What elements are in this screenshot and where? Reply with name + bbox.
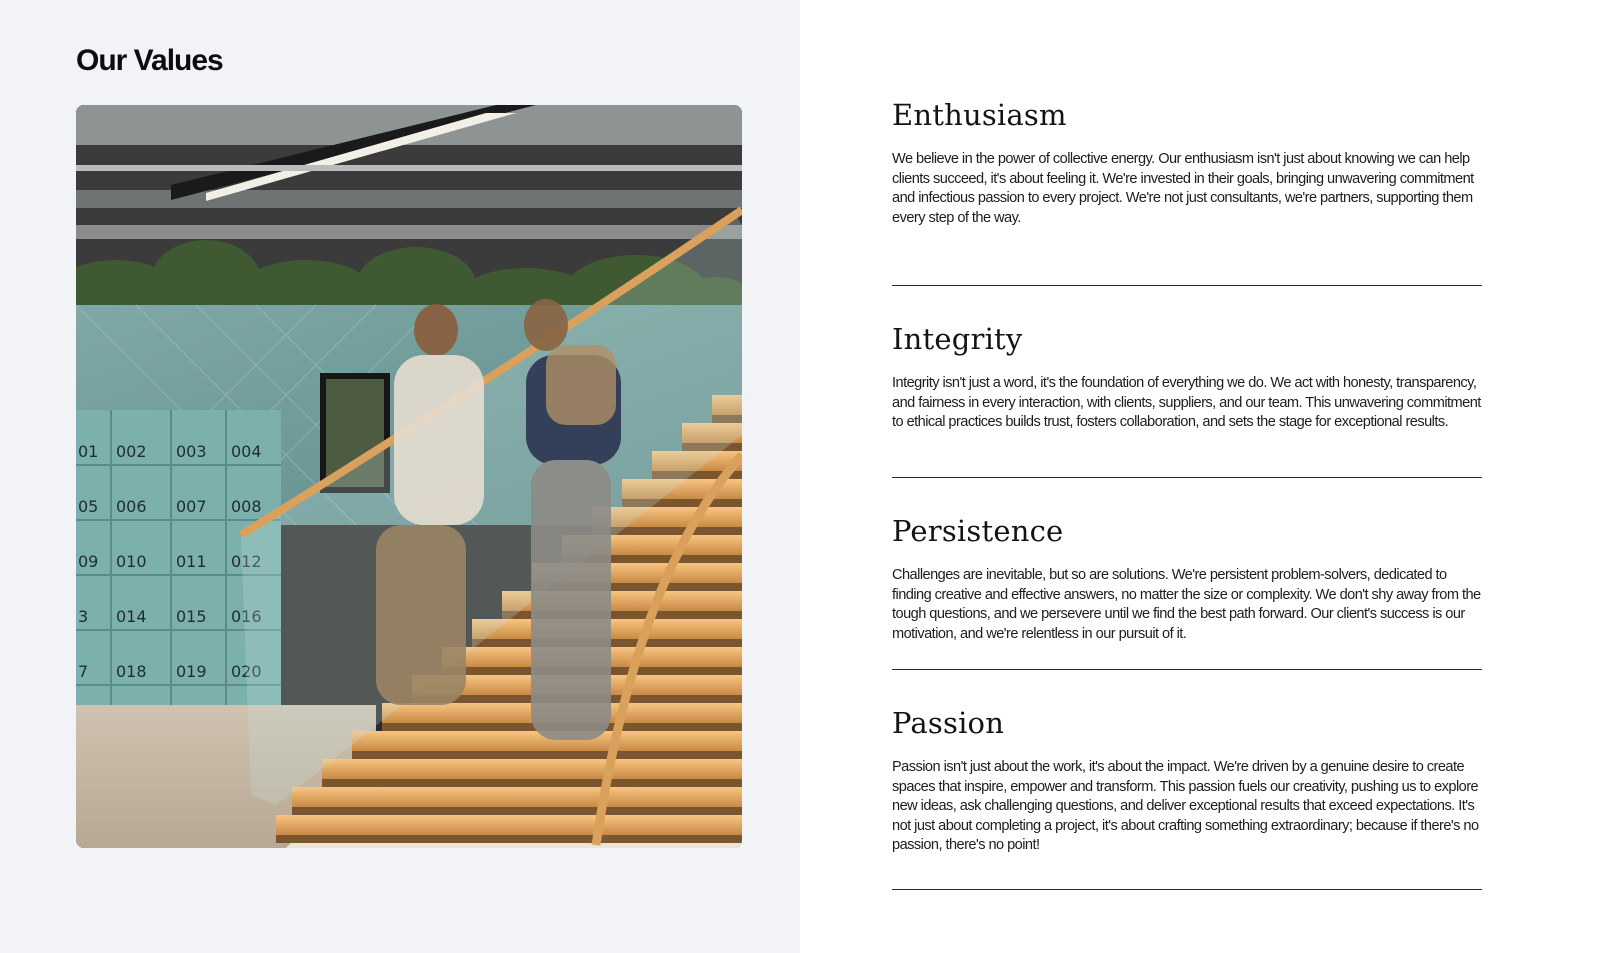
locker-number: 011 [176,552,207,571]
locker-number: 020 [231,662,262,681]
stair-edge [276,835,742,843]
stair-edge [322,779,742,787]
values-list [892,96,1482,890]
stair-edge [292,807,742,815]
page-title: Our Values [76,44,223,77]
locker-number: 006 [116,497,147,516]
value-title: Enthusiasm [892,98,1067,132]
locker-number: 014 [116,607,147,626]
value-title: Passion [892,706,1005,740]
stair-step [322,759,742,779]
value-title: Integrity [892,322,1023,356]
locker-number: 05 [78,497,99,516]
value-item-integrity [892,286,1482,478]
locker-number: 007 [176,497,207,516]
locker-number: 09 [78,552,99,571]
value-description: Passion isn't just about the work, it's about the impact. We're driven by a genuine desire to create spaces that inspire, empower and transform. This passion fuels our creativity, pushing us to explore new ideas, ask challenging questions, and deliver exceptional results that exceed expectations. It's not just about completing a project, it's about crafting something extraordinary; because if there's no passion, there's no point! [892,759,1479,853]
value-description: Challenges are inevitable, but so are solutions. We're persistent problem-solvers, dedicated to finding creative and effective answers, no matter the size or complexity. We don't shy away from the tough questions, and we persevere until we find the best path forward. Our client's success is our motivation, and we're relentless in our pursuit of it. [892,567,1481,642]
locker-number: 7 [78,662,89,681]
locker-number: 010 [116,552,147,571]
value-item-passion [892,670,1482,890]
locker-number: 008 [231,497,262,516]
locker-number: 004 [231,442,262,461]
locker-number: 01 [78,442,99,461]
locker-number: 012 [231,552,262,571]
stair-step [292,787,742,807]
value-description: Integrity isn't just a word, it's the foundation of everything we do. We act with honesty, transparency, and fairness in every interaction, with clients, suppliers, and our team. This unwavering commitment to ethical practices builds trust, fosters collaboration, and sets the stage for exceptional results. [892,375,1481,430]
value-title: Persistence [892,514,1064,548]
locker-number: 002 [116,442,147,461]
locker-number: 019 [176,662,207,681]
value-description: We believe in the power of collective energy. Our enthusiasm isn't just about knowing we can help clients succeed, it's about feeling it. We're invested in their goals, bringing unwavering commitment and infectious passion to every project. We're not just consultants, we're partners, supporting them every step of the way. [892,151,1474,226]
locker-number: 016 [231,607,262,626]
value-item-persistence [892,478,1482,670]
stair-step [276,815,742,835]
right-panel [800,0,1600,953]
locker-number: 018 [116,662,147,681]
value-item-enthusiasm [892,96,1482,286]
locker-number: 015 [176,607,207,626]
locker-number: 3 [78,607,89,626]
locker-number: 003 [176,442,207,461]
office-staircase-photo [76,105,742,848]
stair-edge [352,751,742,759]
